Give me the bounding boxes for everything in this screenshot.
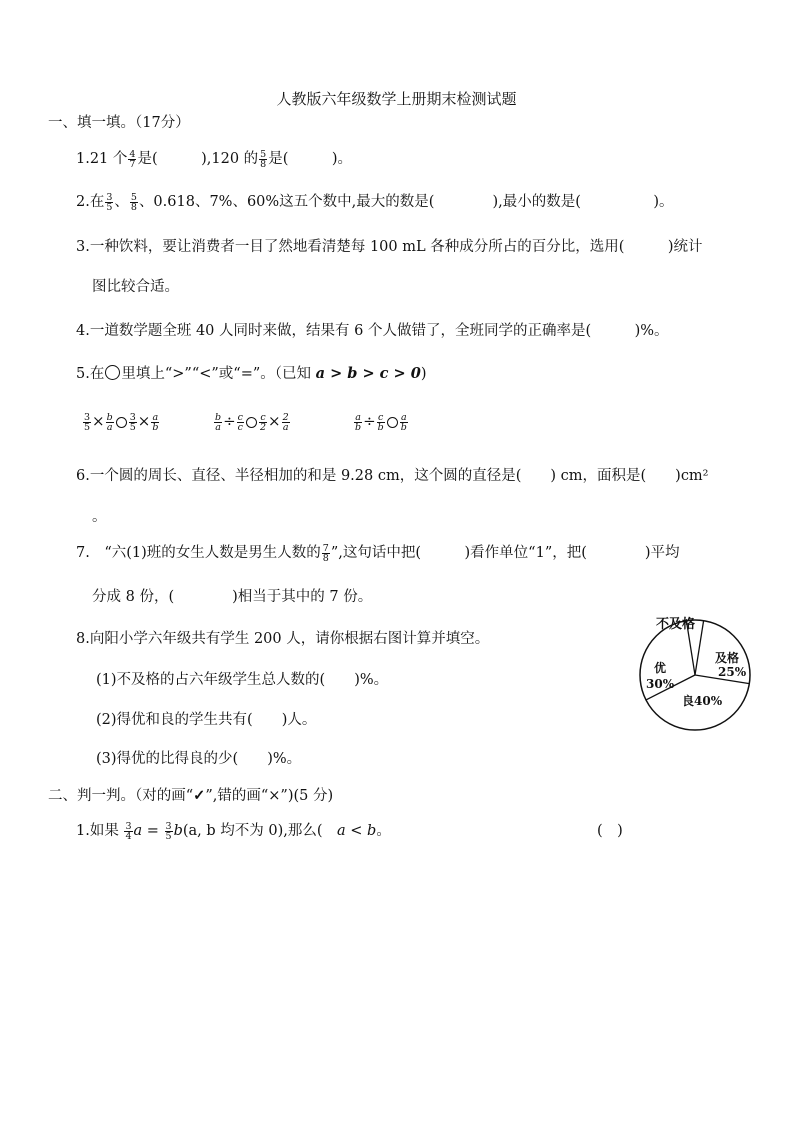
q5-suffix: ) (420, 366, 427, 382)
q1-fraction-1: $\frac{4}{7}$ (129, 148, 136, 170)
q5-mid: 里填上“>”“<”或“=”。（已知 (121, 366, 316, 382)
question-3-line1: 3.一种饮料，要让消费者一目了然地看清楚每 100 mL 各种成分所占的百分比，选用( )统计 (76, 239, 703, 255)
question-8: 8.向阳小学六年级共有学生 200 人，请你根据右图计算并填空。 (76, 631, 490, 647)
question-6-line2: 。 (92, 509, 107, 525)
question-6-line1: 6.一个圆的周长、直径、半径相加的和是 9.28 cm，这个圆的直径是( ) cm，面积是( )cm² (76, 468, 709, 484)
q5-condition: a > b > c > 0 (315, 365, 421, 382)
pie-label-excellent: 优 (654, 661, 667, 675)
pie-label-good: 良40% (682, 694, 723, 708)
q2-sep: 、 (114, 194, 129, 210)
q1-mid: 是( ),120 的 (137, 151, 259, 167)
q2-prefix: 2.在 (76, 194, 105, 210)
section2-heading: 二、判一判。（对的画“✓”,错的画“×”)(5 分) (48, 787, 334, 804)
q5-expression-1: $\frac{3}{5}$ × $\frac{b}{a}$ $\frac{3}{5}$ × $\frac{a}{b}$ (84, 411, 159, 433)
q7-suffix: ”,这句话中把( )看作单位“1”，把( )平均 (330, 545, 680, 561)
q2-suffix: 、0.618、7%、60%这五个数中,最大的数是( ),最小的数是( )。 (138, 194, 674, 210)
question-7-line2: 分成 8 份，( )相当于其中的 7 份。 (92, 589, 373, 605)
q1-prefix: 1.21 个 (76, 151, 128, 167)
q7-prefix: 7. “六(1)班的女生人数是男生人数的 (76, 545, 321, 561)
question-5 (76, 364, 427, 384)
question-3-line2: 图比较合适。 (92, 279, 179, 295)
judge-answer-1[interactable]: ( ) (597, 823, 623, 839)
compare-circle-icon[interactable] (387, 417, 398, 428)
pie-label-excellent-pct: 30% (646, 677, 675, 691)
compare-circle-icon[interactable] (246, 417, 257, 428)
question-8-sub1: (1)不及格的占六年级学生总人数的( )%。 (96, 672, 389, 688)
question-8-sub2: (2)得优和良的学生共有( )人。 (96, 712, 317, 728)
q2-fraction-a: $\frac{3}{5}$ (106, 191, 113, 213)
blank-circle-icon (105, 365, 120, 380)
q7-fraction: $\frac{7}{8}$ (322, 542, 329, 564)
question-2 (76, 192, 674, 212)
question-4: 4.一道数学题全班 40 人同时来做，结果有 6 个人做错了，全班同学的正确率是( )%。 (76, 323, 669, 339)
q1-suffix: 是( )。 (268, 151, 353, 167)
judge-question-1: 1.如果 $\frac{3}{4}$ a = $\frac{3}{5}$ b(a, b 均不为 0),那么( a < b。 (76, 820, 391, 842)
question-7-line1 (76, 543, 680, 563)
question-8-sub3: (3)得优的比得良的少( )%。 (96, 751, 302, 767)
pie-label-pass: 及格 (715, 651, 740, 665)
q5-expression-3: $\frac{a}{b}$ ÷ $\frac{c}{b}$ $\frac{a}{b}$ (355, 411, 407, 433)
q1-fraction-2: $\frac{5}{8}$ (260, 148, 267, 170)
q2-fraction-b: $\frac{5}{8}$ (130, 191, 137, 213)
q5-expression-2: $\frac{b}{a}$ ÷ $\frac{c}{c}$ $\frac{c}{2}$ × $\frac{2}{a}$ (215, 411, 289, 433)
pie-label-pass-pct: 25% (718, 665, 747, 679)
pie-label-fail: 不及格 (656, 617, 696, 632)
q5-prefix: 5.在 (76, 366, 105, 382)
section1-heading: 一、填一填。（17分） (48, 115, 190, 131)
cross-mark-icon: × (268, 788, 281, 804)
question-1 (76, 149, 352, 169)
compare-circle-icon[interactable] (116, 417, 127, 428)
grade-pie-chart (630, 610, 760, 740)
check-mark-icon: ✓ (193, 787, 206, 804)
page-title: 人教版六年级数学上册期末检测试题 (276, 90, 517, 108)
